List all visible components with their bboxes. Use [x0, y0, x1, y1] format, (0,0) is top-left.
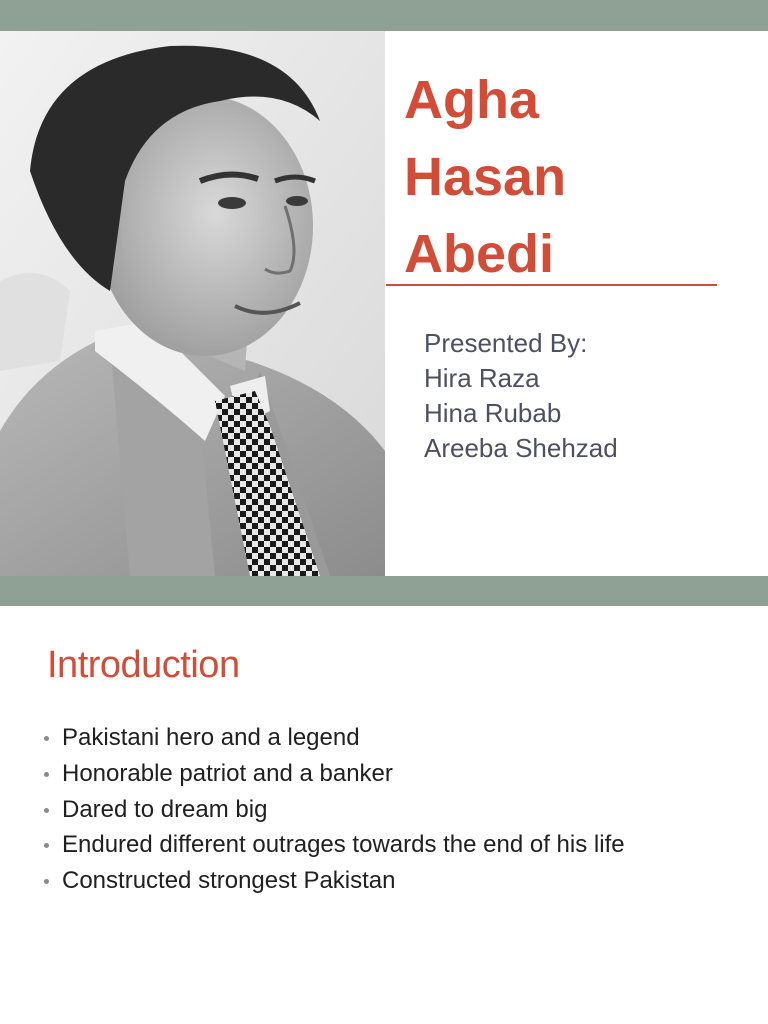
title-line: Abedi — [404, 224, 555, 284]
bullet-text: Honorable patriot and a banker — [62, 759, 393, 787]
title-divider — [386, 284, 717, 286]
presenter-name: Hira Raza — [424, 363, 540, 393]
bullet-text: Dared to dream big — [62, 795, 268, 823]
list-item — [44, 827, 625, 863]
bullet-list — [44, 720, 625, 899]
list-item — [44, 720, 625, 756]
top-band — [0, 0, 768, 31]
bullet-icon — [44, 736, 49, 741]
bullet-icon — [44, 808, 49, 813]
title-line: Agha — [404, 70, 539, 130]
presenters-heading: Presented By: — [424, 328, 588, 358]
slide-separator-band — [0, 576, 768, 606]
bullet-text: Constructed strongest Pakistan — [62, 867, 396, 895]
presenters-block — [424, 326, 618, 466]
bullet-text: Pakistani hero and a legend — [62, 724, 360, 751]
list-item — [44, 792, 625, 828]
bullet-icon — [44, 772, 49, 777]
list-item — [44, 756, 625, 792]
presenter-name: Hina Rubab — [424, 398, 562, 428]
portrait-photo — [0, 31, 385, 576]
list-item — [44, 863, 625, 899]
presentation-title — [404, 62, 566, 293]
bullet-icon — [44, 879, 49, 884]
introduction-slide — [0, 606, 768, 1024]
slide-title: Introduction — [47, 644, 240, 686]
bullet-text: Endured different outrages towards the end of his life — [62, 831, 625, 859]
presenter-name: Areeba Shehzad — [424, 433, 618, 463]
bullet-icon — [44, 843, 49, 848]
title-line: Hasan — [404, 147, 567, 207]
